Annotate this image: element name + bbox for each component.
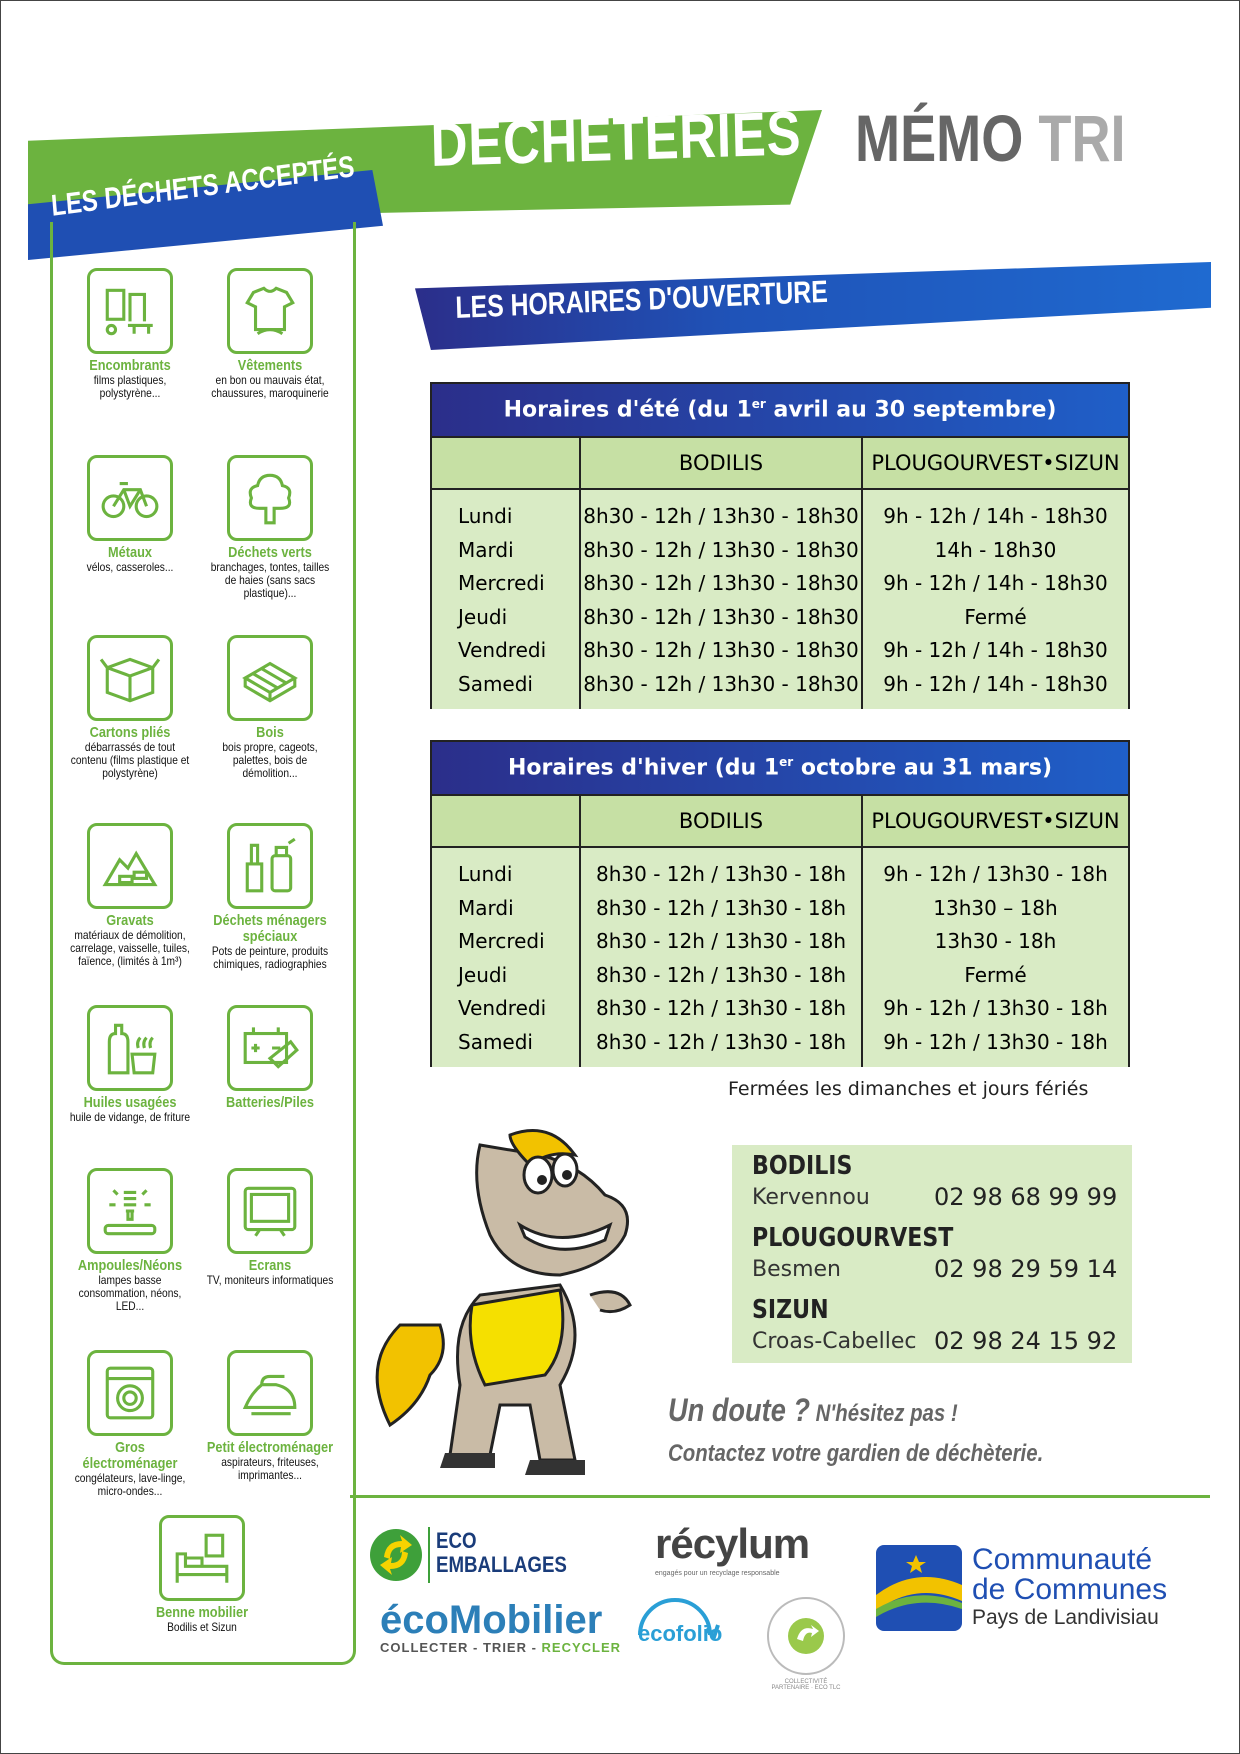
bodilis-hours-column: 8h30 - 12h / 13h30 - 18h 8h30 - 12h / 13h30 - 18h 8h30 - 12h / 13h30 - 18h 8h30 - 12h / 13h30 - 18h 8h30 - 12h / 13h30 - 18h 8h30 - 12h / 13h30 - 18h [580, 847, 862, 1067]
plougourvest-header: PLOUGOURVEST•SIZUN [862, 795, 1129, 847]
contact-sizun: SIZUN Croas-Cabellec 02 98 24 15 92 [752, 1295, 1118, 1355]
bodilis-hours-column: 8h30 - 12h / 13h30 - 18h30 8h30 - 12h / 13h30 - 18h30 8h30 - 12h / 13h30 - 18h30 8h30 - 12h / 13h30 - 18h30 8h30 - 12h / 13h30 - 18h30 8h30 - 12h / 13h30 - 18h30 [580, 489, 862, 709]
bodilis-header: BODILIS [580, 795, 862, 847]
doubt-line: Un doute ? N'hésitez pas ! [668, 1392, 958, 1428]
eco-emballages-logo: ECO EMBALLAGES [368, 1527, 424, 1588]
oil-icon [87, 1005, 173, 1091]
waste-item: Petit électroménager aspirateurs, friteuses, imprimantes... [195, 1350, 345, 1482]
contacts-box [732, 1145, 1132, 1363]
waste-item: Gravats matériaux de démolition, carrelage, vaisselle, tuiles, faïence, (limités à 1m³) [55, 823, 205, 968]
page-title: DÉCHÈTERIES [430, 99, 802, 180]
iron-icon [227, 1350, 313, 1436]
waste-item: Ecrans TV, moniteurs informatiques [195, 1168, 345, 1287]
bodilis-header: BODILIS [580, 437, 862, 489]
bed-icon [159, 1515, 245, 1601]
furniture-icon [87, 268, 173, 354]
waste-item: Encombrants films plastiques, polystyrène... [55, 268, 205, 400]
washing-machine-icon [87, 1350, 173, 1436]
waste-item: Déchets verts branchages, tontes, tailles de haies (sans sacs plastique)... [195, 455, 345, 600]
ecomobilier-logo: écoMobilier COLLECTER - TRIER - RECYCLER [380, 1598, 622, 1655]
ecofolio-logo: ecofolio [630, 1595, 740, 1680]
tri-word: TRI [1038, 101, 1126, 175]
clothes-icon [227, 268, 313, 354]
closed-note: Fermées les dimanches et jours fériés [728, 1078, 1089, 1100]
empty-header [431, 437, 580, 489]
memo-tri-heading [855, 100, 1126, 176]
waste-item: Bois bois propre, cageots, palettes, bois de démolition... [195, 635, 345, 780]
plougourvest-hours-column: 9h - 12h / 14h - 18h30 14h - 18h30 9h - 12h / 14h - 18h30 Fermé 9h - 12h / 14h - 18h30 9h - 12h / 14h - 18h30 [862, 489, 1129, 709]
landivisiau-emblem-icon [876, 1545, 962, 1631]
days-column: Lundi Mardi Mercredi Jeudi Vendredi Samedi [431, 489, 580, 709]
waste-item: Huiles usagées huile de vidange, de friture [55, 1005, 205, 1124]
summer-hours-table [430, 382, 1130, 709]
ecotlc-seal-icon [765, 1595, 847, 1677]
bicycle-icon [87, 455, 173, 541]
contact-line: Contactez votre gardien de déchèterie. [668, 1440, 1044, 1467]
footer-divider [350, 1495, 1210, 1498]
pallet-icon [227, 635, 313, 721]
waste-item: Gros électroménager congélateurs, lave-linge, micro-ondes... [55, 1350, 205, 1498]
battery-icon [227, 1005, 313, 1091]
recylum-logo: récylum engagés pour un recyclage responsable [655, 1520, 810, 1577]
empty-header [431, 795, 580, 847]
waste-item: Cartons pliés débarrassés de tout contenu (films plastique et polystyrène) [55, 635, 205, 780]
plougourvest-header: PLOUGOURVEST•SIZUN [862, 437, 1129, 489]
contact-bodilis: BODILIS Kervennou 02 98 68 99 99 [752, 1151, 1118, 1211]
plougourvest-hours-column: 9h - 12h / 13h30 - 18h 13h30 – 18h 13h30 - 18h Fermé 9h - 12h / 13h30 - 18h 9h - 12h / 13h30 - 18h [862, 847, 1129, 1067]
waste-item: Métaux vélos, casseroles... [55, 455, 205, 574]
waste-item: Benne mobilier Bodilis et Sizun [127, 1515, 277, 1634]
tree-icon [227, 455, 313, 541]
paint-icon [227, 823, 313, 909]
horse-mascot-icon [360, 1125, 670, 1485]
hours-heading: LES HORAIRES D'OUVERTURE [455, 273, 829, 325]
summer-table-title: Horaires d'été (du 1er avril au 30 septembre) [431, 383, 1129, 437]
rubble-icon [87, 823, 173, 909]
box-icon [87, 635, 173, 721]
communaute-communes-logo: Communauté de Communes Pays de Landivisiau [876, 1545, 962, 1636]
days-column: Lundi Mardi Mercredi Jeudi Vendredi Samedi [431, 847, 580, 1067]
eco-emballages-icon [368, 1527, 424, 1583]
memo-word: MÉMO [855, 101, 1024, 175]
winter-table-title: Horaires d'hiver (du 1er octobre au 31 mars) [431, 741, 1129, 795]
bulb-icon [87, 1168, 173, 1254]
winter-hours-table [430, 740, 1130, 1067]
contact-plougourvest: PLOUGOURVEST Besmen 02 98 29 59 14 [752, 1223, 1118, 1283]
screen-icon [227, 1168, 313, 1254]
ecotlc-logo: COLLECTIVITÉ PARTENAIRE · ECO TLC [765, 1595, 847, 1682]
waste-item: Batteries/Piles [195, 1005, 345, 1111]
waste-item: Ampoules/Néons lampes basse consommation, néons, LED... [55, 1168, 205, 1313]
waste-item: Déchets ménagers spéciaux Pots de peinture, produits chimiques, radiographies [195, 823, 345, 971]
accepted-heading: LES DÉCHETS ACCEPTÉS [50, 150, 356, 223]
waste-item: Vêtements en bon ou mauvais état, chaussures, maroquinerie [195, 268, 345, 400]
